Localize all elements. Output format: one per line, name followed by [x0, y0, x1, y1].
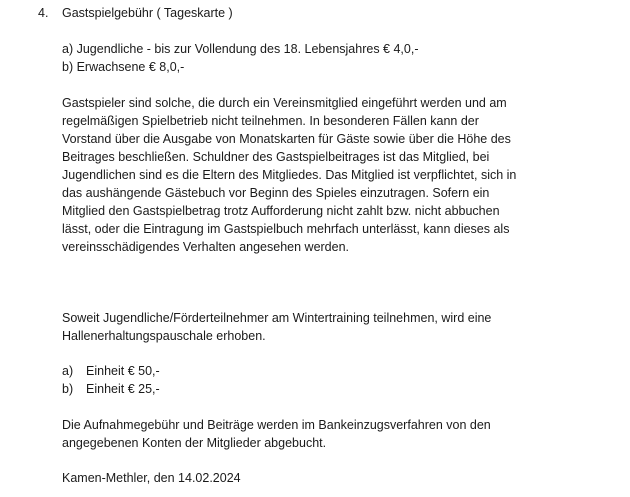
section-title: Gastspielgebühr ( Tageskarte )	[62, 6, 233, 20]
unit-item-marker: a)	[62, 364, 74, 378]
fee-item-youth: a) Jugendliche - bis zur Vollendung des 18. Lebensjahres € 4,0,-	[62, 42, 419, 56]
unit-item-marker: b)	[62, 382, 74, 396]
paragraph-line: Gastspieler sind solche, die durch ein Vereinsmitglied eingeführt werden und am	[62, 96, 507, 110]
section-number: 4.	[38, 6, 49, 20]
paragraph-line: Mitglied den Gastspielbetrag trotz Aufforderung nicht zahlt bzw. nicht abbuchen	[62, 204, 500, 218]
paragraph-line: Hallenerhaltungspauschale erhoben.	[62, 329, 266, 343]
paragraph-line: lässt, oder die Eintragung im Gastspielbuch mehrfach unterlässt, kann dieses als	[62, 222, 510, 236]
paragraph-line: Soweit Jugendliche/Förderteilnehmer am Wintertraining teilnehmen, wird eine	[62, 311, 492, 325]
fee-item-adult: b) Erwachsene € 8,0,-	[62, 60, 185, 74]
paragraph-line: Beitrages beschließen. Schuldner des Gastspielbeitrages ist das Mitglied, bei	[62, 150, 490, 164]
paragraph-line: Vorstand über die Ausgabe von Monatskarten für Gäste sowie über die Höhe des	[62, 132, 511, 146]
paragraph-line: das aushängende Gästebuch vor Beginn des Spieles einzutragen. Sofern ein	[62, 186, 490, 200]
unit-item-text: Einheit € 25,-	[86, 382, 160, 396]
paragraph-line: regelmäßigen Spielbetrieb nicht teilnehmen. In besonderen Fällen kann der	[62, 114, 479, 128]
paragraph-line: angegebenen Konten der Mitglieder abgebucht.	[62, 436, 327, 450]
place-and-date: Kamen-Methler, den 14.02.2024	[62, 471, 241, 485]
paragraph-line: Die Aufnahmegebühr und Beiträge werden im Bankeinzugsverfahren von den	[62, 418, 491, 432]
unit-item-text: Einheit € 50,-	[86, 364, 160, 378]
paragraph-line: Jugendlichen sind es die Eltern des Mitgliedes. Das Mitglied ist verpflichtet, sich in	[62, 168, 517, 182]
paragraph-line: vereinsschädigendes Verhalten angesehen werden.	[62, 240, 350, 254]
